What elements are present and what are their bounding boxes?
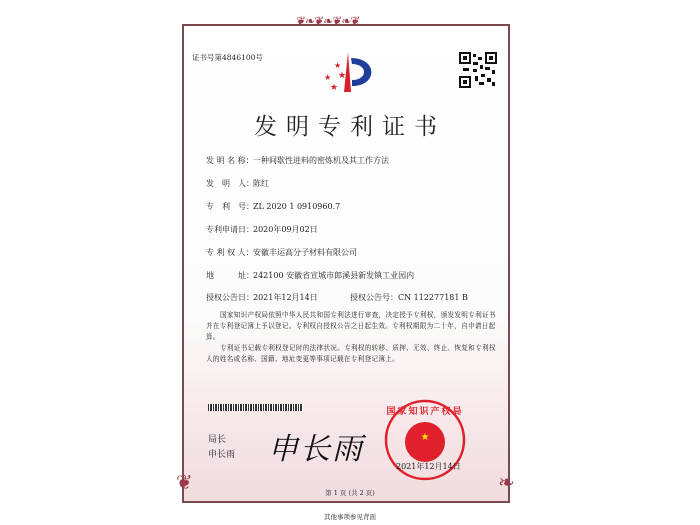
cnipa-logo [318,50,374,94]
seal-date: 2021年12月14日 [396,462,461,471]
svg-text:★: ★ [330,83,339,93]
field-grant-date: 授权公告日：2021年12月14日 [206,293,318,302]
signature: 申长雨 [268,432,364,467]
signatory-title: 局长 [208,435,227,445]
barcode [208,404,303,411]
field-address: 地 址：242100 安徽省宣城市郎溪县新发镇工业园内 [206,271,415,280]
svg-text:★: ★ [420,432,430,443]
svg-text:★: ★ [324,73,332,82]
svg-text:★: ★ [334,61,342,70]
svg-text:国家知识产权局: 国家知识产权局 [386,407,464,417]
qr-code[interactable] [459,52,497,88]
svg-text:★: ★ [338,71,347,81]
field-announcement-number: 授权公告号：CN 112277181 B [350,293,468,302]
corner-ornament-right: ❧ [498,470,514,494]
page-title: 发明专利证书 [254,114,446,140]
corner-ornament-left: ❦ [176,470,192,494]
field-invention-name: 发 明 名 称：一种间歇性进料的密炼机及其工作方法 [206,156,389,165]
field-filing-date: 专利申请日：2020年09月02日 [206,225,318,234]
page-indicator: 第 1 页 (共 2 页) [325,489,375,497]
field-patentee: 专 利 权 人：安徽丰运高分子材料有限公司 [206,248,357,257]
paragraph-grant: 国家知识产权局依照中华人民共和国专利法进行审查，决定授予专利权，颁发发明专利证书并在专利登记簿上予以登记。专利权自授权公告之日起生效。专利权期限为二十年，自申请日起算。 [206,311,496,341]
paragraph-legal-status: 专利证书记载专利权登记时的法律状况。专利权的转移、质押、无效、终止、恢复和专利权人的姓名或名称、国籍、地址变更等事项记载在专利登记簿上。 [206,344,496,363]
signatory-name: 申长雨 [208,450,236,460]
statement-text [206,310,496,365]
top-ornament: ❦❧❦❧❦❧❦ [296,14,360,28]
field-patent-number: 专 利 号：ZL 2020 1 0910960.7 [206,202,341,211]
footer-note: 其他事项参见背面 [324,513,376,521]
certificate-number: 证书号第4846100号 [192,53,263,62]
field-inventor: 发 明 人：陈红 [206,179,269,188]
